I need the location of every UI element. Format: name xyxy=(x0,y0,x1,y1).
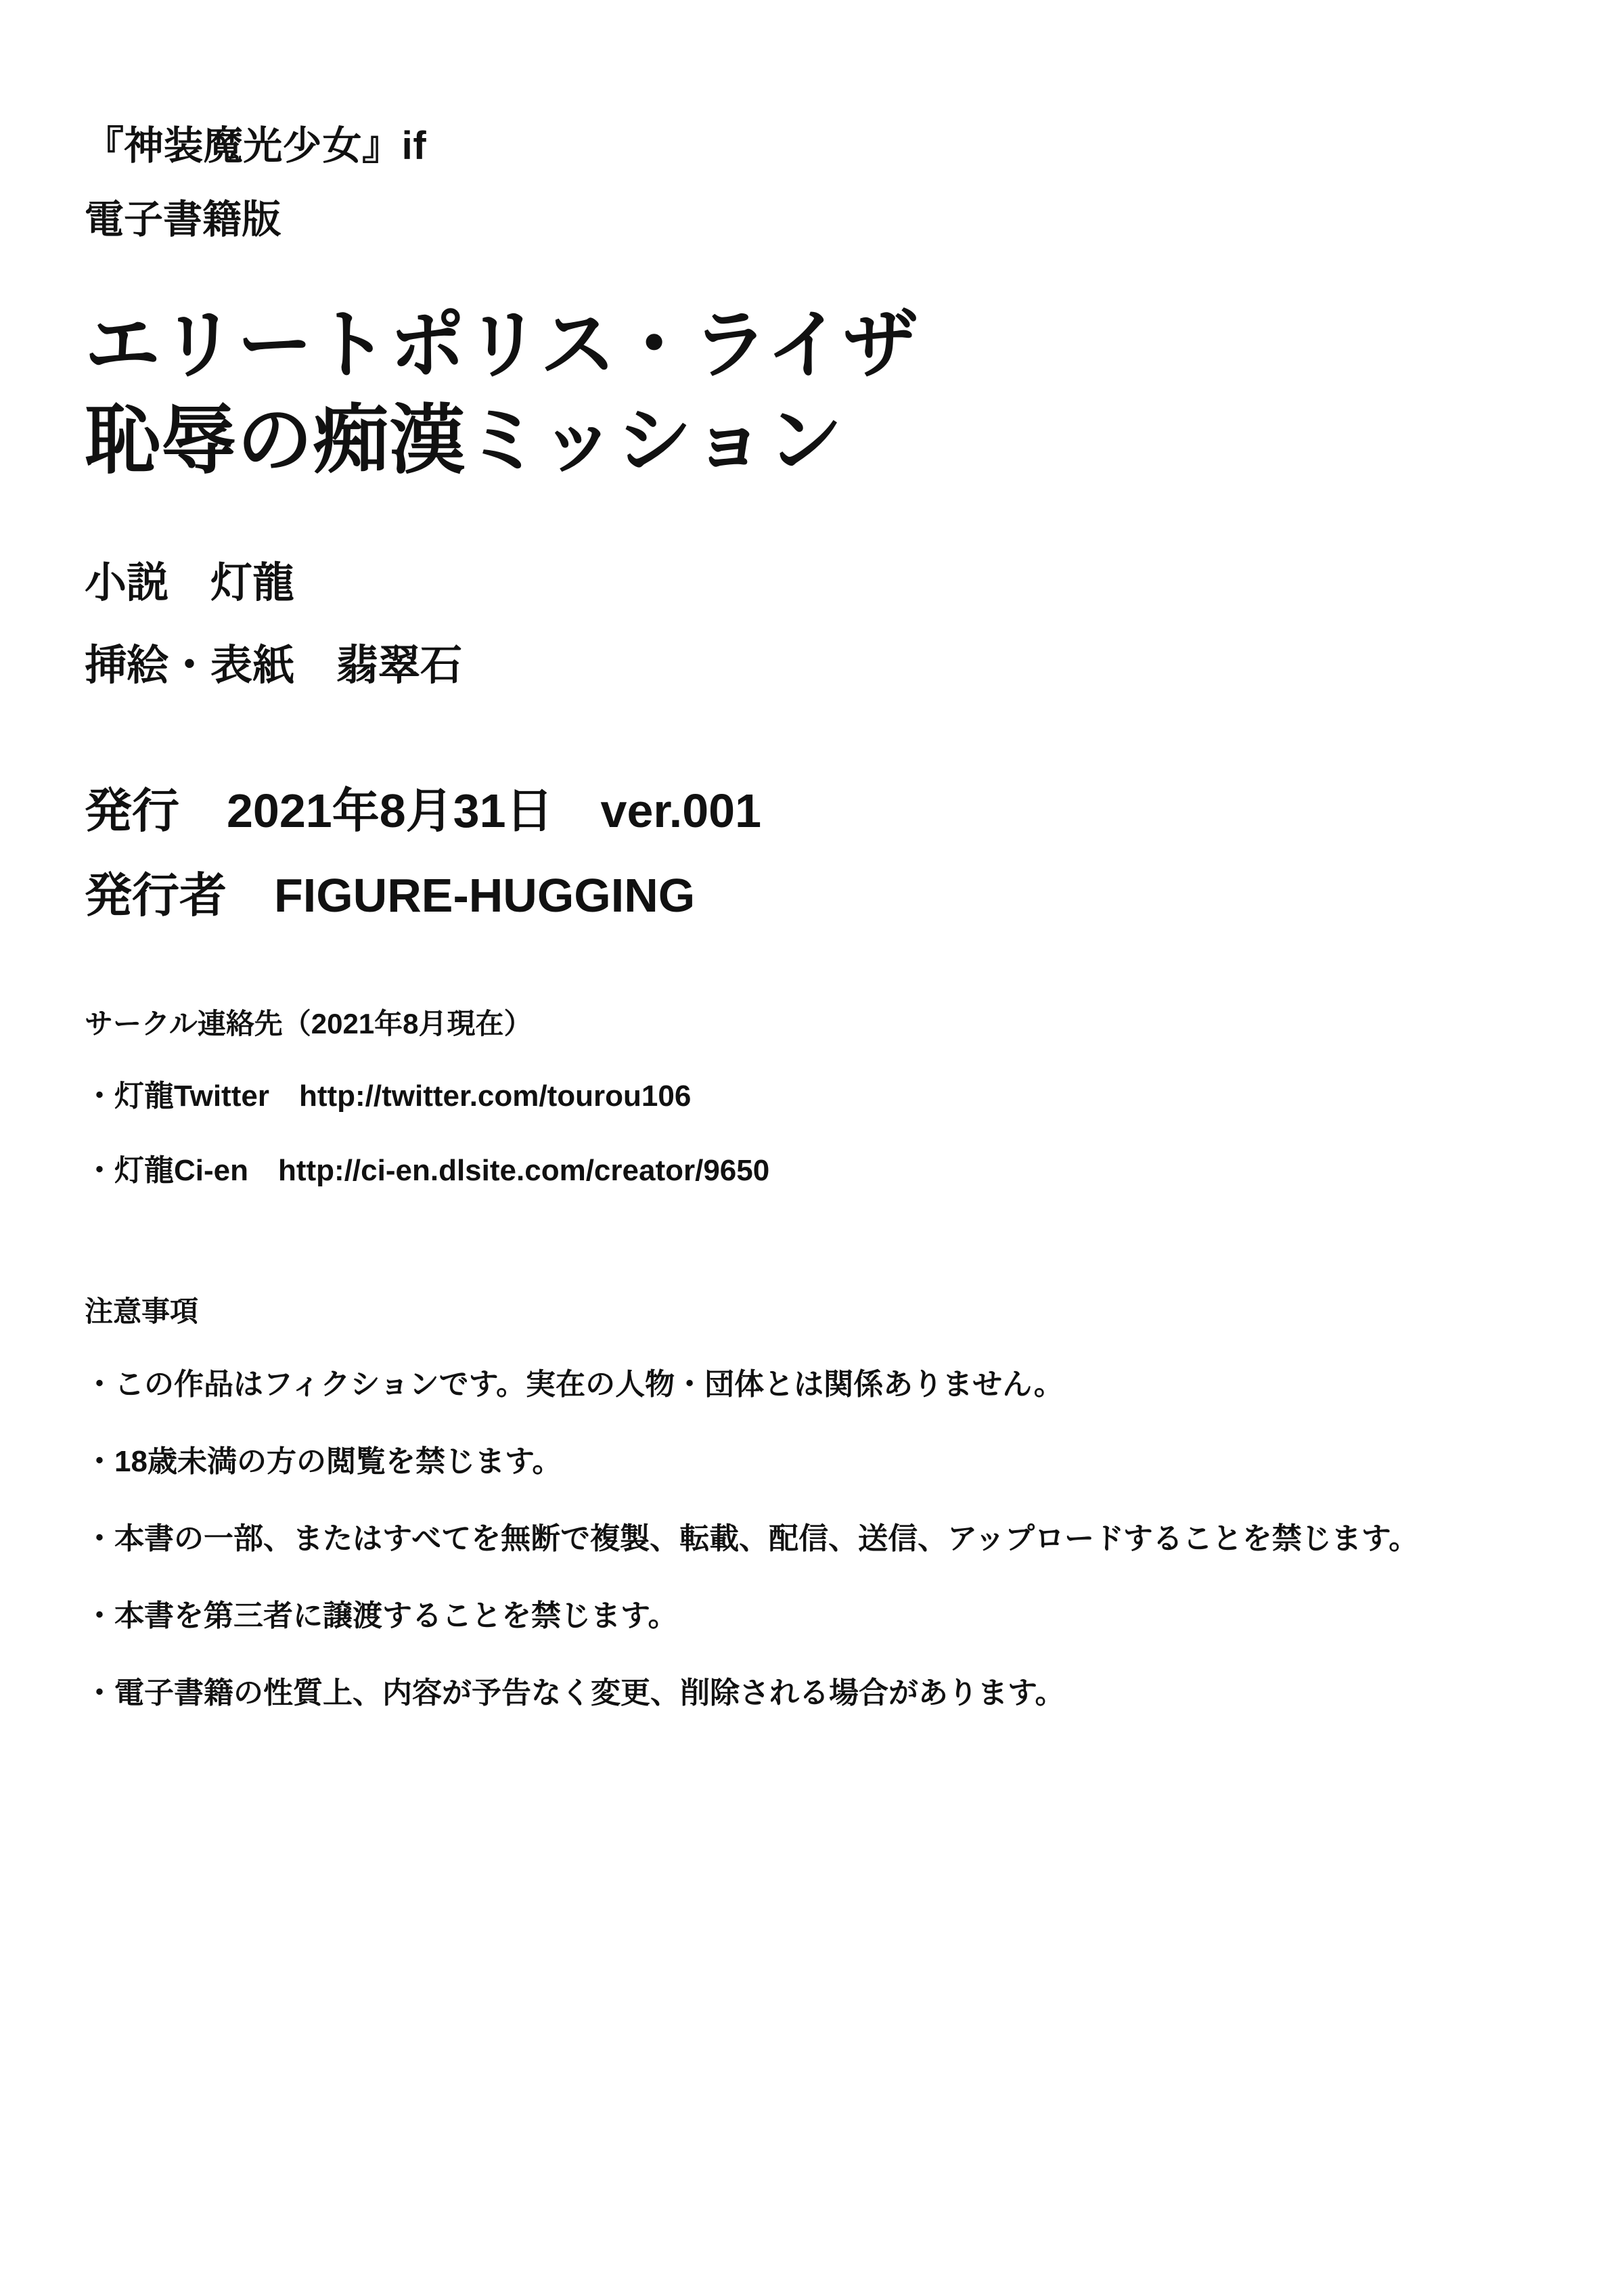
publication-date: 発行 2021年8月31日 ver.001 xyxy=(85,784,761,837)
notices-heading: 注意事項 xyxy=(85,1295,199,1327)
notice-item-2: ・18歳未満の方の閲覧を禁じます。 xyxy=(85,1444,562,1478)
title-line-1: エリートポリス・ライザ xyxy=(85,303,919,387)
notice-item-4: ・本書を第三者に譲渡することを禁じます。 xyxy=(85,1599,678,1632)
notice-item-5: ・電子書籍の性質上、内容が予告なく変更、削除される場合があります。 xyxy=(85,1676,1065,1710)
contact-heading: サークル連絡先（2021年8月現在） xyxy=(85,1007,533,1040)
contact-cien[interactable]: ・灯龍Ci-en http://ci-en.dlsite.com/creator/9650 xyxy=(85,1153,770,1187)
credit-author: 小説 灯龍 xyxy=(85,560,295,607)
contact-section xyxy=(85,1004,1522,1193)
contact-twitter[interactable]: ・灯龍Twitter http://twitter.com/tourou106 xyxy=(85,1079,692,1113)
publication-block xyxy=(85,778,1522,930)
publisher: 発行者 FIGURE-HUGGING xyxy=(85,869,696,922)
credits-block xyxy=(85,553,1522,696)
series-label: 『神装魔光少女』if xyxy=(85,124,427,168)
section-spacer xyxy=(85,1242,1522,1289)
title-line-2: 恥辱の痴漢ミッション xyxy=(85,398,844,483)
notice-item-1: ・この作品はフィクションです。実在の人物・団体とは関係ありません。 xyxy=(85,1367,1064,1401)
notice-item-3: ・本書の一部、またはすべてを無断で複製、転載、配信、送信、アップロードすることを禁じます。 xyxy=(85,1521,1419,1555)
book-title xyxy=(85,297,1522,488)
credit-illustrator: 挿絵・表紙 翡翠石 xyxy=(85,642,463,690)
format-label: 電子書籍版 xyxy=(85,197,281,242)
notices-section xyxy=(85,1289,1522,1716)
